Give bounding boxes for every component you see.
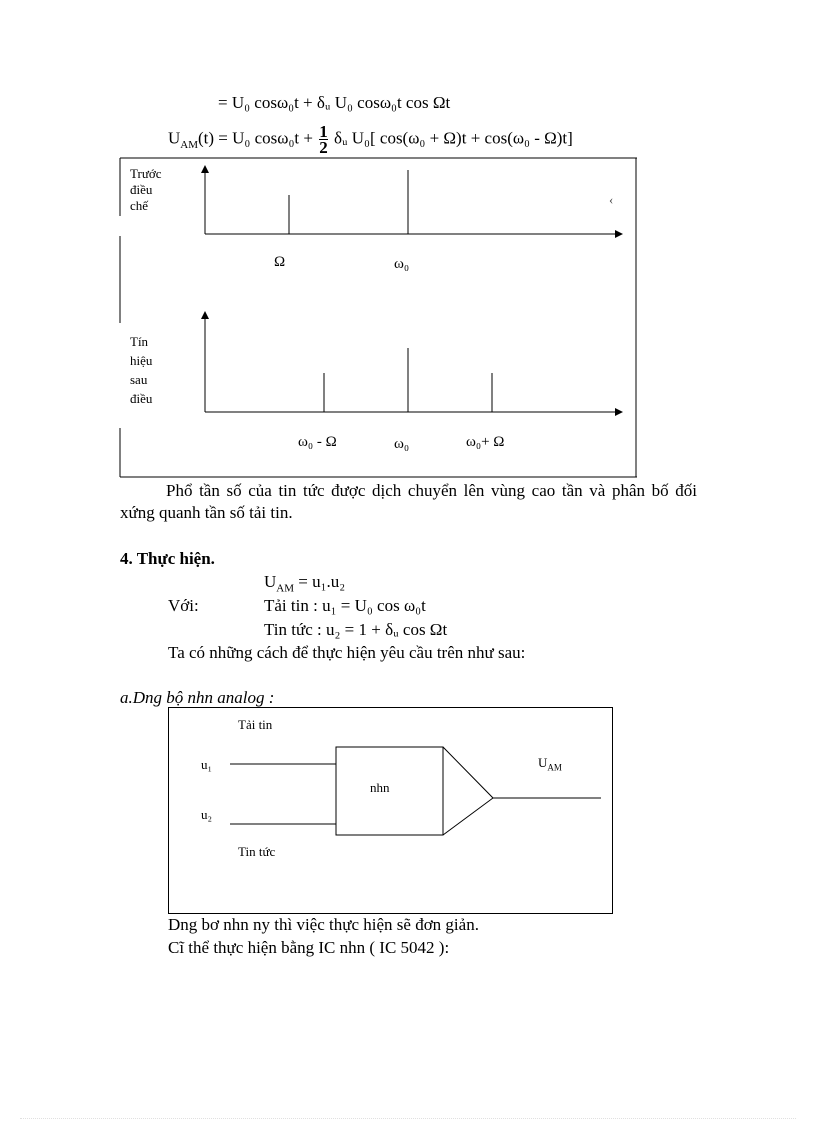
formula-line-2 (168, 124, 573, 155)
carrier-equation: Tải tin : u₁ = U₀ cos ω₀t (264, 596, 426, 615)
after-label-line-4: điều (130, 391, 153, 406)
with-label: Với: (168, 596, 199, 615)
uam-rest: = u₁.u₂ (294, 572, 346, 591)
uam-subscript: AM (276, 582, 295, 595)
formula-u-subscript: AM (180, 138, 199, 151)
message-label: Tin tức (238, 844, 276, 859)
methods-intro: Ta có những cách để thực hiện yêu cầu trên như sau: (168, 643, 526, 662)
before-label-line-3: chế (130, 198, 149, 213)
input-1-label: u₁ (201, 757, 213, 772)
uam-u: U (264, 572, 277, 591)
after-tick-carrier: ω₀ (394, 436, 410, 452)
after-label-line-1: Tín (130, 334, 149, 349)
fraction-numerator: 1 (319, 122, 328, 141)
formula-mid: (t) = U₀ cosω₀t + (198, 128, 313, 148)
formula-u: U (168, 128, 181, 148)
spectrum-figure (120, 158, 637, 478)
after-label-line-3: sau (130, 372, 148, 387)
block-diagram-svg (168, 707, 613, 914)
uam-equation (264, 572, 345, 594)
before-tick-omega: Ω (274, 254, 286, 270)
before-label-line-2: điều (130, 182, 153, 197)
output-label (538, 755, 562, 773)
multiplier-label: nhn (370, 780, 390, 795)
subsection-a-heading: a.Dng bộ nhn analog : (120, 688, 275, 707)
closing-line-1: Dng bơ nhn ny thì việc thực hiện sẽ đơn giản. (168, 915, 479, 934)
before-edge-mark: ‹ (609, 192, 614, 207)
diagram-frame (169, 708, 613, 914)
after-tick-upper: ω₀+ Ω (466, 434, 505, 450)
carrier-label: Tải tin (238, 717, 273, 732)
before-tick-omega0: ω₀ (394, 256, 410, 272)
fraction-denominator: 2 (319, 138, 328, 157)
block-diagram (168, 707, 613, 914)
section-heading: 4. Thực hiện. (120, 549, 215, 568)
message-equation: Tin tức : u₂ = 1 + δᵤ cos Ωt (264, 620, 448, 639)
after-tick-lower: ω₀ - Ω (298, 434, 337, 450)
spectrum-svg (120, 158, 637, 478)
before-label-line-1: Trước (130, 166, 162, 181)
page-bottom-rule (20, 1118, 796, 1119)
formula-right: δᵤ U₀[ cos(ω₀ + Ω)t + cos(ω₀ - Ω)t] (333, 128, 573, 148)
formula-line-1: = U₀ cosω₀t + δᵤ U₀ cosω₀t cos Ωt (218, 93, 451, 112)
closing-line-2: Cĩ thể thực hiện bằng IC nhn ( IC 5042 ): (168, 938, 450, 957)
after-label-line-2: hiệu (130, 353, 153, 368)
output-subscript: AM (547, 762, 562, 773)
after-label (130, 332, 152, 408)
amplifier-triangle (443, 747, 493, 835)
input-2-label: u₂ (201, 807, 213, 822)
spectrum-description: Phổ tần số của tin tức được dịch chuyển lên vùng cao tần và phân bố đối xứng quanh tần số tải tin. (120, 481, 697, 522)
formula-fraction (319, 124, 328, 155)
before-label (130, 166, 162, 214)
output-u: U (538, 755, 548, 770)
